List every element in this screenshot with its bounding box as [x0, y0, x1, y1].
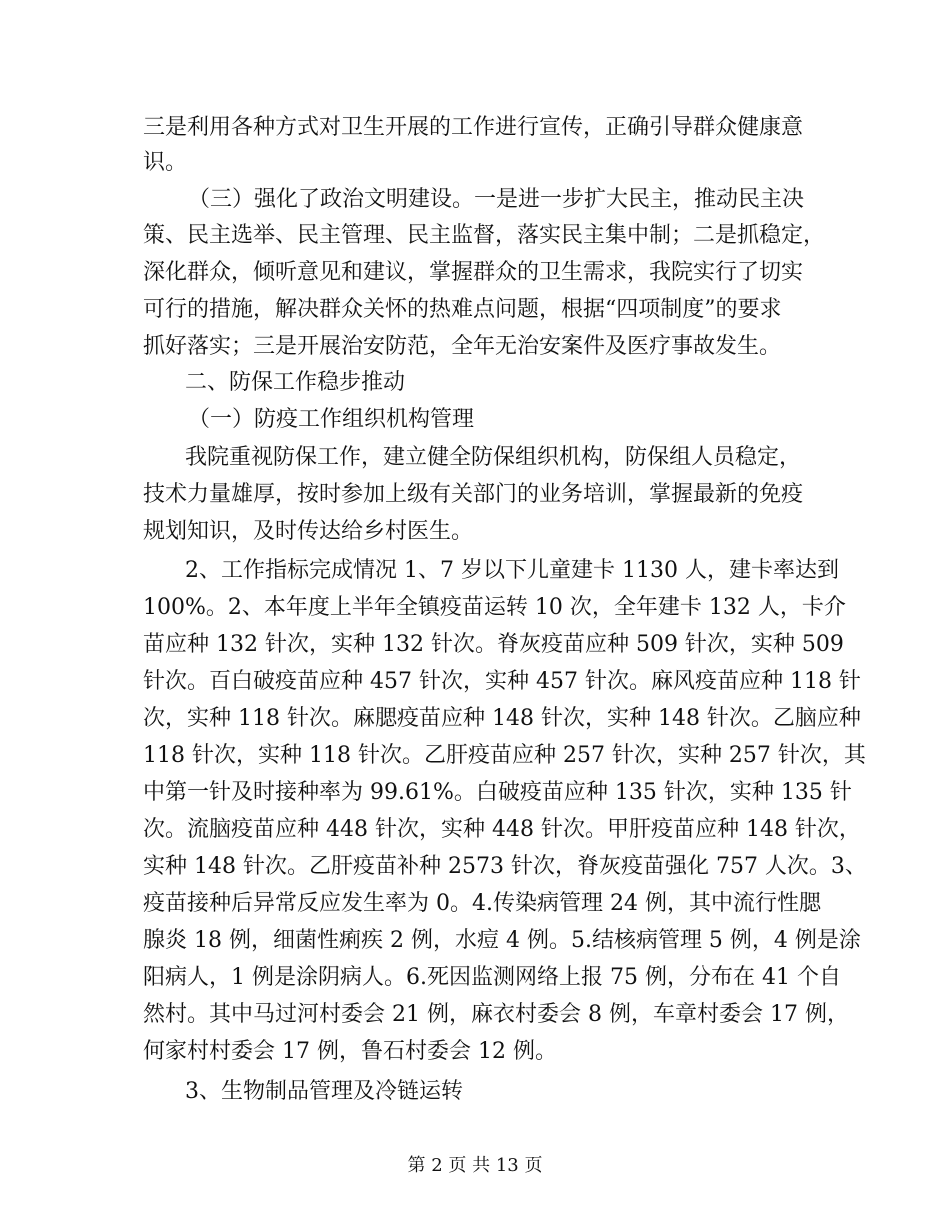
section-heading-3: （三）强化了政治文明建设。一是进一步扩大民主，推动民主决 [188, 187, 805, 212]
body-line: 技术力量雄厚，按时参加上级有关部门的业务培训，掌握最新的免疫 [143, 482, 804, 507]
body-line: 2、工作指标完成情况 1、7 岁以下儿童建卡 1130 人，建卡率达到 [185, 558, 839, 583]
body-line: 然村。其中马过河村委会 21 例，麻衣村委会 8 例，车章村委会 17 例， [143, 1002, 849, 1027]
subsection-heading-1: （一）防疫工作组织机构管理 [188, 407, 475, 432]
body-line: 针次。百白破疫苗应种 457 针次，实种 457 针次。麻风疫苗应种 118 针 [143, 669, 861, 694]
body-line: 次。流脑疫苗应种 448 针次，实种 448 针次。甲肝疫苗应种 148 针次， [143, 817, 861, 842]
body-line: 中第一针及时接种率为 99.61%。白破疫苗应种 135 针次，实种 135 针 [143, 780, 852, 805]
body-line: 我院重视防保工作，建立健全防保组织机构，防保组人员稳定， [185, 445, 802, 470]
body-line: 腺炎 18 例，细菌性痢疾 2 例，水痘 4 例。5.结核病管理 5 例，4 例是涂 [143, 928, 861, 953]
body-line: 100%。2、本年度上半年全镇疫苗运转 10 次，全年建卡 132 人，卡介 [143, 595, 846, 620]
page-number-footer: 第 2 页 共 13 页 [407, 1155, 543, 1176]
body-line: 识。 [143, 150, 188, 175]
body-line: 实种 148 针次。乙肝疫苗补种 2573 针次，脊灰疫苗强化 757 人次。3、 [143, 854, 867, 879]
body-line: 次，实种 118 针次。麻腮疫苗应种 148 针次，实种 148 针次。乙脑应种 [143, 706, 861, 731]
body-line: 118 针次，实种 118 针次。乙肝疫苗应种 257 针次，实种 257 针次，其 [143, 743, 866, 768]
body-line: 深化群众，倾听意见和建议，掌握群众的卫生需求，我院实行了切实 [143, 260, 804, 285]
body-line: 何家村村委会 17 例，鲁石村委会 12 例。 [143, 1039, 557, 1064]
body-line: 三是利用各种方式对卫生开展的工作进行宣传，正确引导群众健康意 [143, 115, 804, 140]
section-heading-2: 二、防保工作稳步推动 [185, 370, 406, 395]
body-line: 策、民主选举、民主管理、民主监督，落实民主集中制；二是抓稳定， [143, 223, 826, 248]
body-line: 规划知识，及时传达给乡村医生。 [143, 519, 474, 544]
body-line: 可行的措施，解决群众关怀的热难点问题，根据“四项制度”的要求 [143, 297, 782, 322]
body-line: 苗应种 132 针次，实种 132 针次。脊灰疫苗应种 509 针次，实种 509 [143, 632, 844, 657]
subsection-heading-3: 3、生物制品管理及冷链运转 [185, 1079, 463, 1104]
body-line: 抓好落实；三是开展治安防范，全年无治安案件及医疗事故发生。 [143, 334, 782, 359]
body-line: 阳病人，1 例是涂阴病人。6.死因监测网络上报 75 例，分布在 41 个自 [143, 965, 841, 990]
body-line: 疫苗接种后异常反应发生率为 0。4.传染病管理 24 例，其中流行性腮 [143, 891, 821, 916]
